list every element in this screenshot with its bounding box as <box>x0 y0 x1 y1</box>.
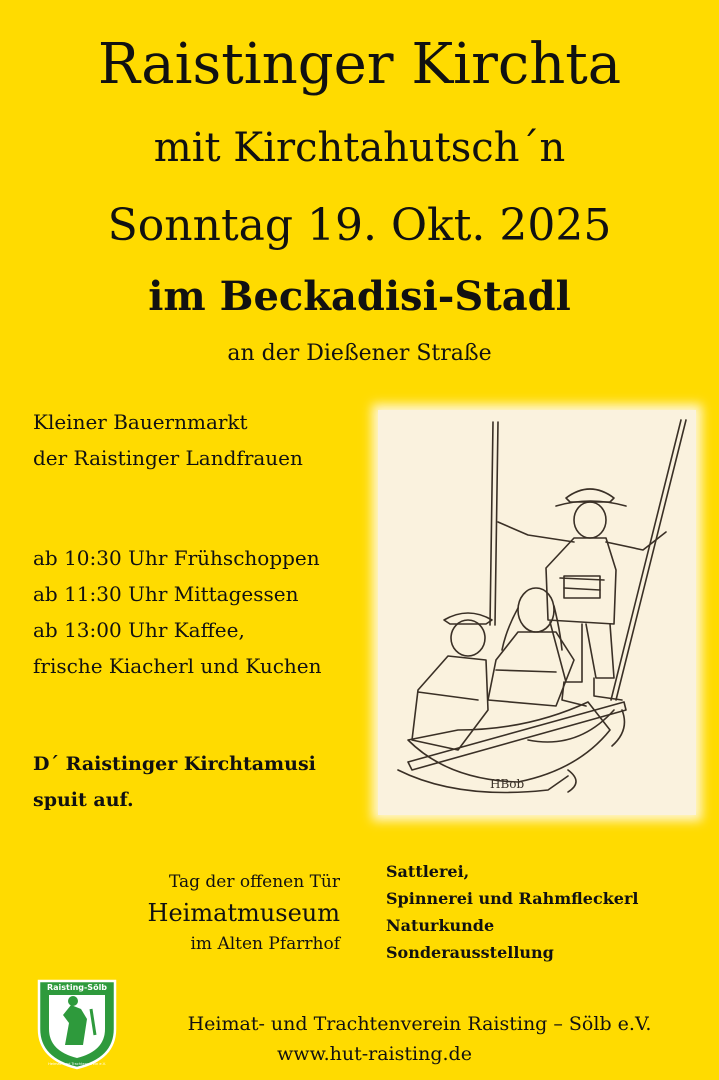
schedule-list <box>33 540 322 684</box>
swing-sketch <box>378 410 696 815</box>
activity-item: Sattlerei, <box>386 862 470 881</box>
schedule-item: ab 11:30 Uhr Mittagessen <box>33 582 299 606</box>
activity-item: Sonderausstellung <box>386 943 554 962</box>
artist-signature: HBob <box>490 777 525 791</box>
event-subtitle: mit Kirchtahutsch´n <box>153 125 566 171</box>
museum-location: im Alten Pfarrhof <box>190 934 340 954</box>
music-line: spuit auf. <box>33 789 134 811</box>
event-title: Raistinger Kirchta <box>97 32 622 97</box>
museum-open-day <box>120 868 340 958</box>
swing-illustration <box>378 410 696 815</box>
music-info <box>33 746 316 818</box>
club-website-link[interactable]: www.hut-raisting.de <box>277 1043 472 1065</box>
music-line: D´ Raistinger Kirchtamusi <box>33 753 316 775</box>
museum-activities <box>386 858 638 966</box>
logo-top-text: Raisting-Sölb <box>46 983 108 992</box>
club-logo <box>35 975 119 1070</box>
logo-ring-text: Heimat- und Trachtenverein e.V. <box>48 1062 106 1066</box>
market-line: der Raistinger Landfrauen <box>33 446 303 470</box>
activity-item: Spinnerei und Rahmfleckerl <box>386 889 639 908</box>
event-date: Sonntag 19. Okt. 2025 <box>107 200 612 251</box>
schedule-item: ab 13:00 Uhr Kaffee, <box>33 618 245 642</box>
museum-name: Heimatmuseum <box>147 899 340 927</box>
club-name: Heimat- und Trachtenverein Raisting – Sölb e.V. <box>187 1013 652 1035</box>
museum-open-day-label: Tag der offenen Tür <box>168 872 340 892</box>
market-line: Kleiner Bauernmarkt <box>33 410 248 434</box>
schedule-item: ab 10:30 Uhr Frühschoppen <box>33 546 320 570</box>
club-emblem-icon <box>35 975 119 1070</box>
event-venue: im Beckadisi-Stadl <box>148 273 571 320</box>
schedule-item: frische Kiacherl und Kuchen <box>33 654 322 678</box>
venue-street: an der Dießener Straße <box>227 341 492 366</box>
activity-item: Naturkunde <box>386 916 495 935</box>
farmers-market-info <box>33 404 303 476</box>
